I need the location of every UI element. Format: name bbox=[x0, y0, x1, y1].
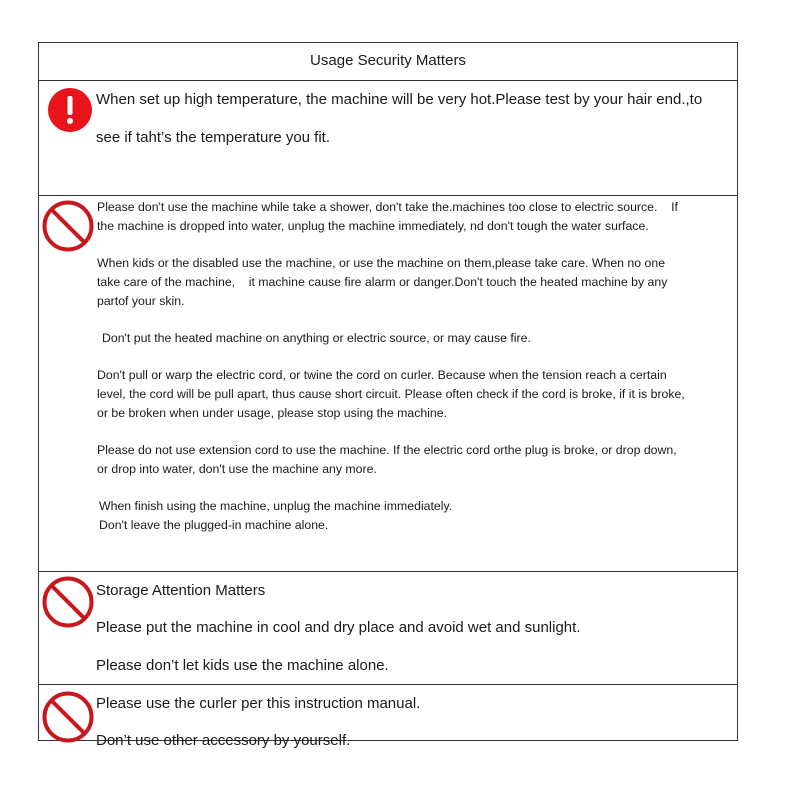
warning-text bbox=[96, 90, 731, 148]
storage-text bbox=[96, 581, 731, 676]
usage-row bbox=[39, 685, 737, 749]
safety-line: Please don't use the machine while take a shower, don't take the.machines too close to electric source. If bbox=[97, 200, 678, 214]
safety-paragraph bbox=[97, 254, 731, 311]
storage-heading: Storage Attention Matters bbox=[96, 582, 266, 599]
prohibition-icon bbox=[41, 690, 95, 744]
safety-paragraph bbox=[97, 497, 731, 535]
title-row bbox=[39, 43, 737, 81]
safety-paragraph bbox=[97, 329, 731, 348]
safety-line: Don't leave the plugged-in machine alone. bbox=[99, 518, 329, 532]
safety-line: Don't put the heated machine on anything or electric source, or may cause fire. bbox=[102, 331, 531, 345]
safety-line: When finish using the machine, unplug the machine immediately. bbox=[99, 499, 453, 513]
safety-line: or be broken when under usage, please stop using the machine. bbox=[97, 406, 448, 420]
safety-line: take care of the machine, it machine cause fire alarm or danger.Don't touch the heated machine by any bbox=[97, 275, 668, 289]
warning-line-1: When set up high temperature, the machine will be very hot.Please test by your hair end.,to bbox=[96, 91, 703, 108]
warning-row bbox=[39, 81, 737, 196]
safety-line: or drop into water, don't use the machine any more. bbox=[97, 462, 377, 476]
storage-row bbox=[39, 572, 737, 685]
warning-line-2: see if taht’s the temperature you fit. bbox=[96, 129, 331, 146]
exclamation-icon bbox=[47, 87, 93, 133]
storage-line-2: Please don’t let kids use the machine alone. bbox=[96, 657, 389, 674]
safety-line: partof your skin. bbox=[97, 294, 185, 308]
usage-text bbox=[96, 694, 731, 751]
safety-line: Please do not use extension cord to use the machine. If the electric cord orthe plug is broke, or drop down, bbox=[97, 443, 677, 457]
prohibition-icon bbox=[41, 199, 95, 253]
usage-line-2: Don’t use other accessory by yourself. bbox=[96, 732, 351, 749]
safety-paragraph bbox=[97, 366, 731, 423]
safety-row bbox=[39, 196, 737, 572]
safety-paragraph bbox=[97, 198, 731, 236]
usage-line-1: Please use the curler per this instruction manual. bbox=[96, 695, 421, 712]
safety-text bbox=[97, 198, 731, 535]
storage-line-1: Please put the machine in cool and dry place and avoid wet and sunlight. bbox=[96, 619, 581, 636]
safety-line: When kids or the disabled use the machine, or use the machine on them,please take care. When no one bbox=[97, 256, 666, 270]
safety-paragraph bbox=[97, 441, 731, 479]
page-title: Usage Security Matters bbox=[310, 52, 466, 69]
safety-table bbox=[38, 42, 738, 749]
prohibition-icon bbox=[41, 575, 95, 629]
safety-line: level, the cord will be pull apart, thus cause short circuit. Please often check if the cord is broke, if it is broke, bbox=[97, 387, 685, 401]
safety-line: the machine is dropped into water, unplug the machine immediately, nd don't tough the water surface. bbox=[97, 219, 649, 233]
safety-line: Don't pull or warp the electric cord, or twine the cord on curler. Because when the tension reach a certain bbox=[97, 368, 667, 382]
